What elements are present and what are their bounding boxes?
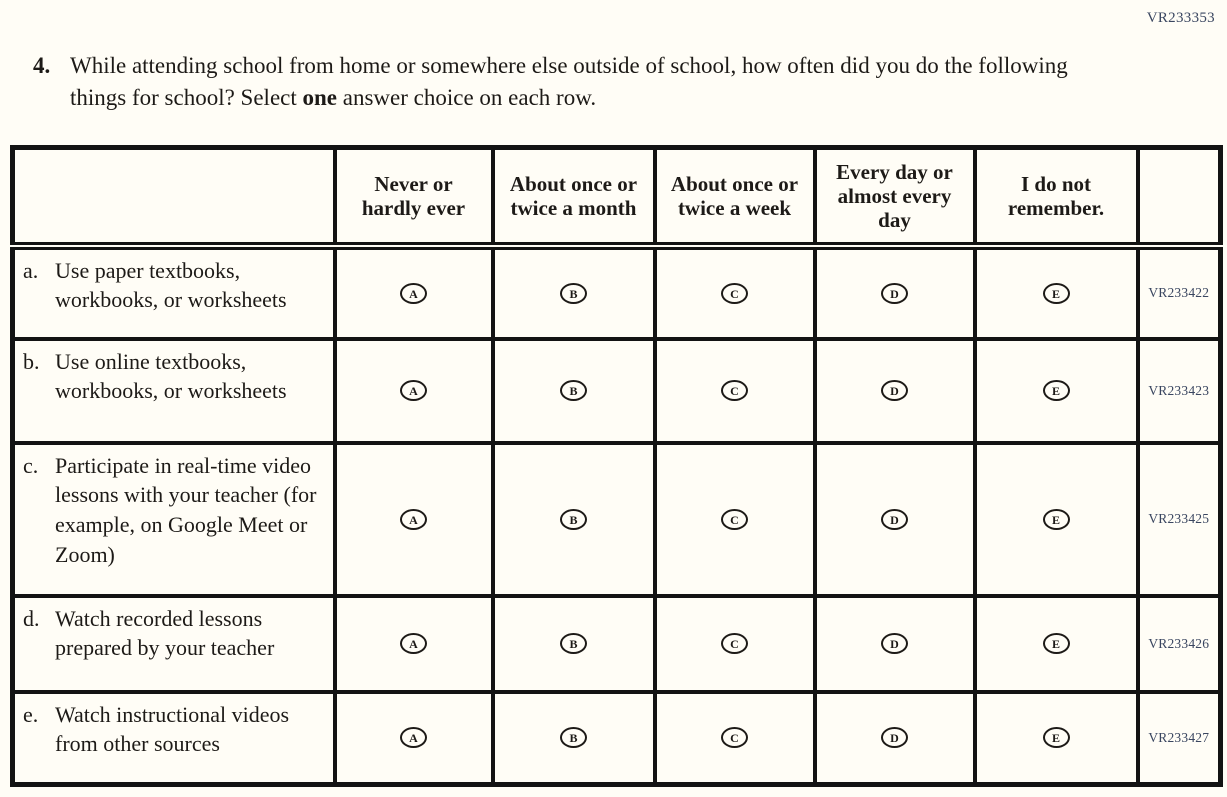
row-d-cell-week: [655, 596, 815, 692]
option-bubble-c[interactable]: C: [721, 727, 748, 748]
header-once-twice-week: About once or twice a week: [655, 148, 815, 246]
option-bubble-e[interactable]: E: [1043, 727, 1070, 748]
row-a-cell-week: [655, 246, 815, 339]
row-b-label-cell: [13, 339, 335, 443]
option-bubble-e[interactable]: E: [1043, 380, 1070, 401]
row-d-label: Watch recorded lessons prepared by your teacher: [55, 605, 275, 661]
option-bubble-b[interactable]: B: [560, 633, 587, 654]
table-row-d: [13, 596, 1221, 692]
header-every-day: Every day or almost every day: [815, 148, 975, 246]
row-c-cell-everyday: [815, 443, 975, 596]
header-empty-cell: [13, 148, 335, 246]
question-block: [33, 50, 1113, 114]
option-bubble-b[interactable]: B: [560, 283, 587, 304]
option-bubble-b[interactable]: B: [560, 380, 587, 401]
response-matrix-table: [10, 145, 1223, 787]
header-do-not-remember: I do not remember.: [975, 148, 1138, 246]
row-e-label: Watch instructional videos from other sources: [55, 701, 290, 757]
row-a-cell-remember: [975, 246, 1138, 339]
option-bubble-a[interactable]: A: [400, 509, 427, 530]
table-row-a: [13, 246, 1221, 339]
row-a-cell-month: [493, 246, 655, 339]
option-bubble-b[interactable]: B: [560, 727, 587, 748]
row-b-cell-everyday: [815, 339, 975, 443]
row-c-cell-week: [655, 443, 815, 596]
row-b-cell-week: [655, 339, 815, 443]
row-c-cell-month: [493, 443, 655, 596]
row-b-cell-never: [335, 339, 493, 443]
row-c-label-cell: [13, 443, 335, 596]
table-row-b: [13, 339, 1221, 443]
row-a-letter: a.: [23, 257, 39, 283]
row-b-label: Use online textbooks, workbooks, or worksheets: [55, 348, 287, 404]
row-d-cell-everyday: [815, 596, 975, 692]
question-text: [70, 50, 1113, 114]
table-row-e: [13, 692, 1221, 785]
row-b-letter: b.: [23, 348, 40, 374]
row-d-letter: d.: [23, 605, 40, 631]
row-e-code: VR233427: [1138, 692, 1221, 785]
option-bubble-d[interactable]: D: [881, 380, 908, 401]
table-row-c: [13, 443, 1221, 596]
option-bubble-a[interactable]: A: [400, 283, 427, 304]
row-d-label-cell: [13, 596, 335, 692]
row-c-cell-remember: [975, 443, 1138, 596]
question-text-start: While attending school from home or somewhere else outside of school, how often did you do the following things for school? Select: [70, 53, 1068, 111]
row-c-code: VR233425: [1138, 443, 1221, 596]
option-bubble-c[interactable]: C: [721, 380, 748, 401]
row-a-label-cell: [13, 246, 335, 339]
row-e-cell-everyday: [815, 692, 975, 785]
option-bubble-a[interactable]: A: [400, 727, 427, 748]
option-bubble-d[interactable]: D: [881, 727, 908, 748]
row-e-cell-never: [335, 692, 493, 785]
row-b-cell-remember: [975, 339, 1138, 443]
row-b-cell-month: [493, 339, 655, 443]
option-bubble-d[interactable]: D: [881, 633, 908, 654]
header-never-hardly-ever: Never or hardly ever: [335, 148, 493, 246]
option-bubble-b[interactable]: B: [560, 509, 587, 530]
row-d-cell-month: [493, 596, 655, 692]
row-c-letter: c.: [23, 452, 39, 478]
question-number: 4.: [33, 53, 51, 78]
row-a-cell-everyday: [815, 246, 975, 339]
page-code: VR233353: [1146, 10, 1215, 26]
row-a-code: VR233422: [1138, 246, 1221, 339]
row-c-cell-never: [335, 443, 493, 596]
row-e-letter: e.: [23, 701, 39, 727]
option-bubble-d[interactable]: D: [881, 283, 908, 304]
question-text-bold: one: [302, 85, 338, 111]
row-e-cell-remember: [975, 692, 1138, 785]
row-e-label-cell: [13, 692, 335, 785]
row-c-label: Participate in real-time video lessons with your teacher (for example, on Google Meet or Zoom): [55, 452, 317, 568]
option-bubble-e[interactable]: E: [1043, 509, 1070, 530]
row-d-cell-remember: [975, 596, 1138, 692]
table-header-row: [13, 148, 1221, 246]
row-b-code: VR233423: [1138, 339, 1221, 443]
option-bubble-a[interactable]: A: [400, 633, 427, 654]
row-e-cell-week: [655, 692, 815, 785]
option-bubble-c[interactable]: C: [721, 633, 748, 654]
row-a-label: Use paper textbooks, workbooks, or worksheets: [55, 257, 287, 313]
row-d-cell-never: [335, 596, 493, 692]
option-bubble-a[interactable]: A: [400, 380, 427, 401]
row-d-code: VR233426: [1138, 596, 1221, 692]
row-e-cell-month: [493, 692, 655, 785]
option-bubble-e[interactable]: E: [1043, 633, 1070, 654]
option-bubble-e[interactable]: E: [1043, 283, 1070, 304]
header-once-twice-month: About once or twice a month: [493, 148, 655, 246]
question-text-end: answer choice on each row.: [337, 85, 597, 111]
header-code-cell: [1138, 148, 1221, 246]
option-bubble-c[interactable]: C: [721, 509, 748, 530]
option-bubble-c[interactable]: C: [721, 283, 748, 304]
row-a-cell-never: [335, 246, 493, 339]
option-bubble-d[interactable]: D: [881, 509, 908, 530]
